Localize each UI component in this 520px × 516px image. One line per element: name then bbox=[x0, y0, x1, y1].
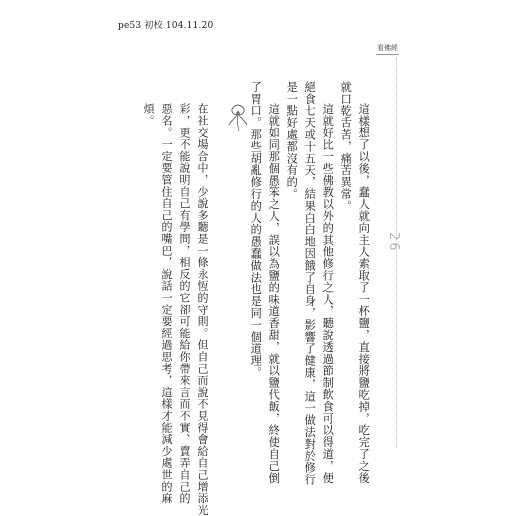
classical-column: 是一點好處都沒有的。 bbox=[285, 81, 299, 200]
classical-column: 絕食七天或十五天，結果白白地因餓了自身，影響了健康，這一做法對於修行 bbox=[303, 81, 317, 486]
section-badge: 看佛經 bbox=[376, 43, 399, 55]
classical-column: 就口乾舌苦，痛苦異常。 bbox=[339, 81, 353, 212]
commentary-column: 彩，更不能說明自己有學問，相反的它卻可能給你帶來言而不實、賣弄自己的 bbox=[178, 103, 191, 505]
classical-column: 這樣想了以後，蠢人就向主人索取了一杯鹽，直接將鹽吃掉，吃完了之後 bbox=[357, 103, 371, 484]
page-number: 26 bbox=[386, 232, 401, 253]
proof-header: pe53 初校 104.11.20 bbox=[118, 21, 214, 31]
classical-column: 這就如同那個愚笨之人，誤以為鹽的味道香甜，就以鹽代飯，終使自己倒 bbox=[267, 103, 281, 484]
commentary-column: 惡名。一定要管住自己的嘴巴，說話一定要經過思考，這樣才能減少處世的麻 bbox=[160, 103, 173, 505]
ribbon-ornament-icon bbox=[225, 102, 251, 134]
commentary-column: 煩。 bbox=[142, 103, 155, 127]
classical-column: 了胃口。那些胡亂修行的人的愚蠢做法也是同一個道理。 bbox=[249, 81, 263, 379]
margin-rule bbox=[396, 58, 397, 448]
commentary-column: 在社交場合中，少說多聽是一條永恆的守則。但自己而說不見得會給自己增添光 bbox=[196, 103, 209, 516]
classical-column: 這就好比一些佛教以外的其他修行之人，聽說透過節制飲食可以得道，便 bbox=[321, 103, 335, 484]
